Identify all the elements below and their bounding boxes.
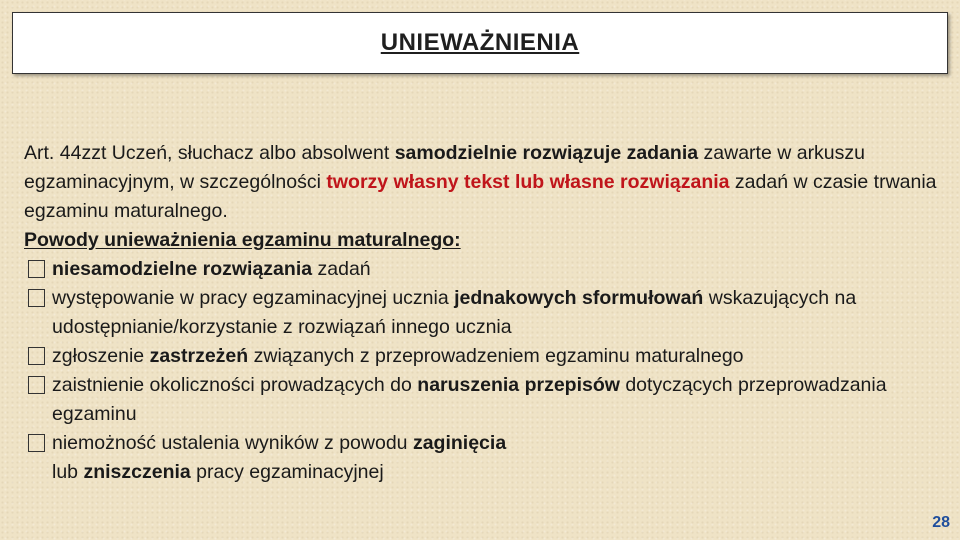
list-item: [24, 371, 944, 429]
item-text: zadań: [312, 258, 371, 280]
item-bold: niesamodzielne rozwiązania: [52, 258, 313, 280]
intro-bold-1: samodzielnie rozwiązuje zadania: [394, 142, 699, 164]
intro-highlight: tworzy własny tekst lub własne rozwiązania: [326, 171, 730, 193]
intro-text-3: zadań w czasie trwania egzaminu maturalnego.: [24, 171, 937, 222]
item-bold: zniszczenia: [83, 461, 191, 483]
item-text: związanych z przeprowadzeniem egzaminu maturalnego: [248, 345, 744, 367]
reasons-heading: Powody unieważnienia egzaminu maturalnego:: [24, 229, 461, 251]
intro-text-1: Art. 44zzt Uczeń, słuchacz albo absolwent: [24, 142, 395, 164]
list-item: [24, 255, 944, 284]
slide-title: UNIEWAŻNIENIA: [380, 29, 580, 56]
checkbox-icon: [28, 376, 45, 394]
checkbox-icon: [28, 260, 45, 278]
item-bold: zastrzeżeń: [149, 345, 249, 367]
title-box: [12, 12, 948, 74]
slide-content: [24, 139, 944, 487]
item-bold: zaginięcia: [412, 432, 507, 454]
item-text: dotyczących przeprowadzania egzaminu: [52, 374, 887, 425]
page-number: 28: [932, 514, 950, 531]
item-text: wskazujących na udostępnianie/korzystanie z rozwiązań innego ucznia: [52, 287, 857, 338]
item-bold: jednakowych sformułowań: [454, 287, 704, 309]
intro-paragraph: [24, 139, 944, 226]
list-item: [24, 284, 944, 342]
item-text: zgłoszenie: [52, 345, 150, 367]
intro-text-2: zawarte w arkuszu egzaminacyjnym, w szczególności: [24, 142, 866, 193]
list-item: [24, 429, 944, 487]
item-text: pracy egzaminacyjnej: [190, 461, 384, 483]
item-text: lub: [52, 461, 84, 483]
item-text: niemożność ustalenia wyników z powodu: [52, 432, 413, 454]
item-bold: naruszenia przepisów: [417, 374, 620, 396]
item-text: występowanie w pracy egzaminacyjnej ucznia: [52, 287, 455, 309]
item-text: zaistnienie okoliczności prowadzących do: [52, 374, 418, 396]
checkbox-icon: [28, 434, 45, 452]
checkbox-icon: [28, 289, 45, 307]
list-item: [24, 342, 944, 371]
checkbox-icon: [28, 347, 45, 365]
